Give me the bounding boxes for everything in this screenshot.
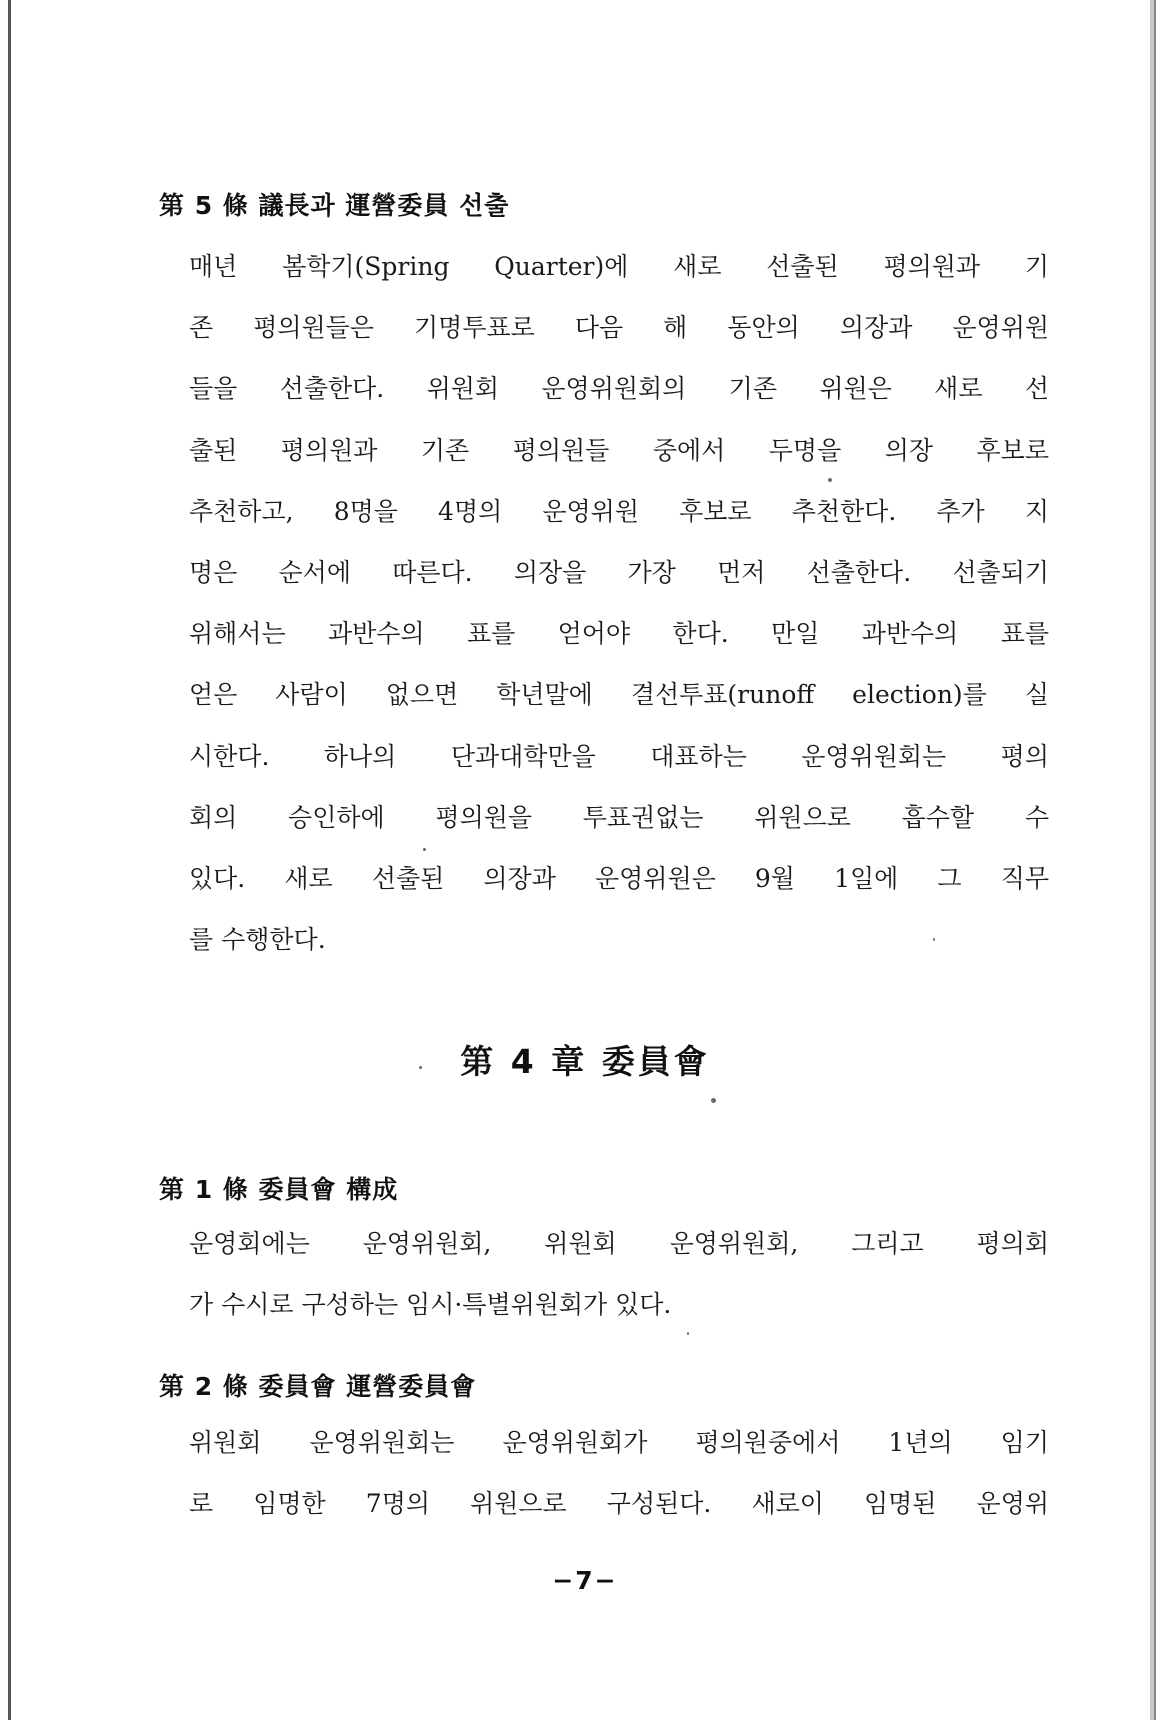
scan-speck — [828, 478, 832, 482]
text-line: 운영회에는 운영위원회, 위원회 운영위원회, 그리고 평의회 — [189, 1229, 1049, 1258]
article-1-body — [189, 1213, 1049, 1335]
text-line: 존 평의원들은 기명투표로 다음 해 동안의 의장과 운영위원 — [189, 313, 1049, 343]
scan-speck — [711, 1098, 716, 1103]
text-line: 얻은 사람이 없으면 학년말에 결선투표(runoff election)를 실 — [189, 680, 1049, 710]
text-line: 회의 승인하에 평의원을 투표권없는 위원으로 흡수할 수 — [189, 802, 1049, 832]
scan-speck — [419, 1066, 422, 1069]
page-number: −7− — [552, 1566, 618, 1595]
scan-speck — [423, 848, 426, 851]
article-1-heading: 第 1 條 委員會 構成 — [159, 1175, 399, 1204]
scan-speck — [933, 938, 935, 941]
text-line: 시한다. 하나의 단과대학만을 대표하는 운영위원회는 평의 — [189, 741, 1049, 771]
article-2-body — [189, 1412, 1049, 1534]
page-edge-shadow — [1150, 0, 1154, 1720]
article-5-body — [189, 236, 1049, 970]
text-line: 들을 선출한다. 위원회 운영위원회의 기존 위원은 새로 선 — [189, 374, 1049, 404]
text-line: 명은 순서에 따른다. 의장을 가장 먼저 선출한다. 선출되기 — [189, 557, 1049, 587]
chapter-title: 第 4 章 委員會 — [460, 1042, 710, 1081]
text-line: 있다. 새로 선출된 의장과 운영위원은 9월 1일에 그 직무 — [189, 863, 1049, 893]
text-line: 위해서는 과반수의 표를 얻어야 한다. 만일 과반수의 표를 — [189, 619, 1049, 649]
document-page — [8, 0, 1156, 1720]
text-line: 추천하고, 8명을 4명의 운영위원 후보로 추천한다. 추가 지 — [189, 496, 1049, 526]
text-line: 매년 봄학기(Spring Quarter)에 새로 선출된 평의원과 기 — [189, 252, 1049, 281]
article-5-heading: 第 5 條 議長과 運營委員 선출 — [159, 191, 510, 220]
text-line: 가 수시로 구성하는 임시·특별위원회가 있다. — [189, 1290, 672, 1320]
article-2-heading: 第 2 條 委員會 運營委員會 — [159, 1372, 477, 1401]
text-line: 로 임명한 7명의 위원으로 구성된다. 새로이 임명된 운영위 — [189, 1489, 1049, 1519]
text-line: 를 수행한다. — [189, 925, 326, 955]
text-line: 위원회 운영위원회는 운영위원회가 평의원중에서 1년의 임기 — [189, 1428, 1049, 1457]
text-line: 출된 평의원과 기존 평의원들 중에서 두명을 의장 후보로 — [189, 435, 1049, 465]
scan-speck — [687, 1332, 689, 1335]
